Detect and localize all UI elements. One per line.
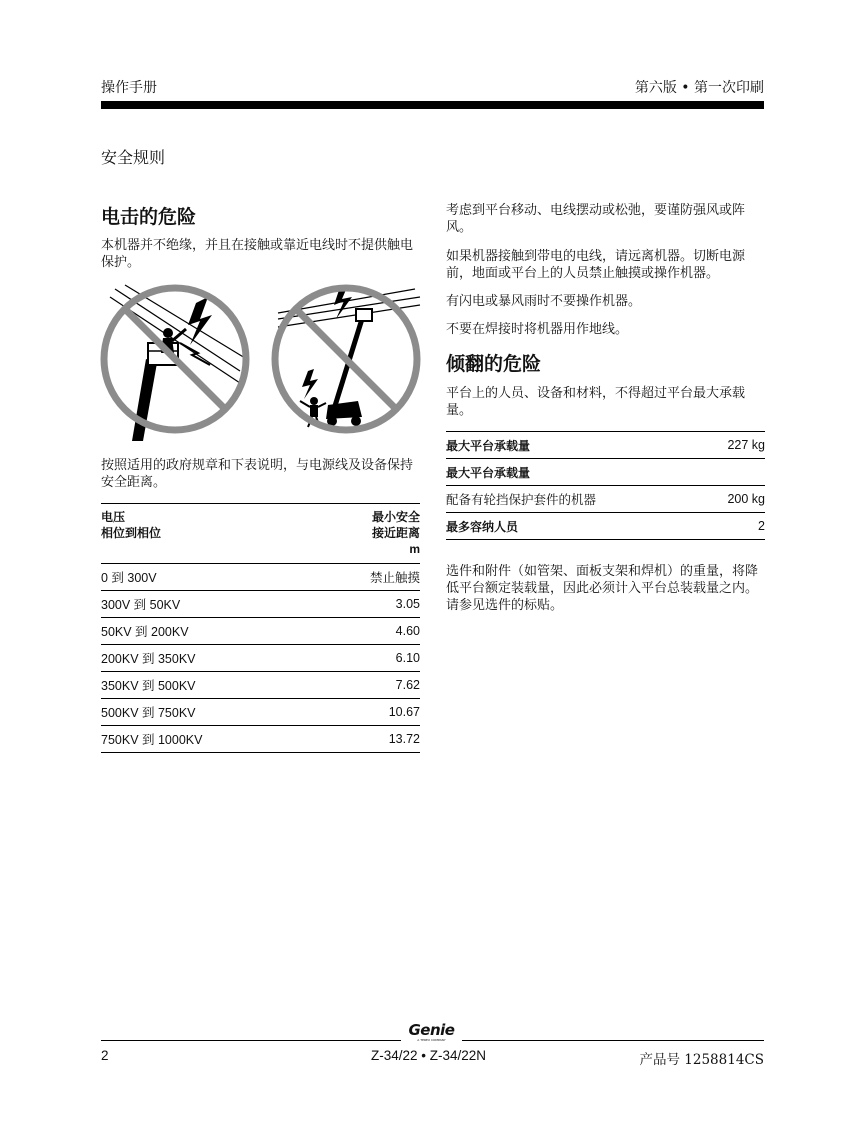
footer-rule-right	[462, 1040, 764, 1041]
capacity-label: 最大平台承载量	[446, 432, 701, 459]
capacity-value: 200 kg	[701, 486, 765, 513]
voltage-column-header	[101, 504, 315, 564]
table-header-row	[101, 504, 420, 564]
voltage-header-line1: 电压	[101, 510, 126, 524]
distance-cell: 13.72	[315, 726, 420, 753]
tipover-intro: 平台上的人员、设备和材料，不得超过平台最大承载量。	[446, 386, 746, 418]
table-row	[446, 486, 765, 513]
table-intro: 按照适用的政府规章和下表说明，与电源线及设备保持安全距离。	[101, 458, 414, 490]
page-number: 2	[101, 1048, 109, 1063]
platform-capacity-table	[446, 431, 765, 540]
tipover-heading: 倾翻的危险	[446, 353, 542, 375]
electrocution-heading: 电击的危险	[101, 206, 197, 228]
clearance-distance-table	[101, 503, 420, 753]
voltage-cell: 200KV 到 350KV	[101, 645, 315, 672]
voltage-cell: 300V 到 50KV	[101, 591, 315, 618]
no-aerial-platform-near-power-lines-illustration	[100, 283, 250, 443]
voltage-cell: 750KV 到 1000KV	[101, 726, 315, 753]
wind-warning-paragraph: 考虑到平台移动、电线摆动或松弛，要谨防强风或阵风。	[446, 203, 746, 235]
capacity-label: 配备有轮挡保护套件的机器	[446, 486, 701, 513]
header-edition: 第六版 • 第一次印刷	[634, 80, 764, 96]
voltage-header-line2: 相位到相位	[101, 526, 162, 540]
table-row	[101, 699, 420, 726]
welding-warning-paragraph: 不要在焊接时将机器用作地线。	[446, 322, 629, 337]
no-boom-lift-near-power-lines-illustration	[270, 283, 422, 443]
options-weight-note: 选件和附件（如管架、面板支架和焊机）的重量，将降低平台额定装载量，因此必须计入平台总装载量之内。请参见选件的标贴。	[446, 564, 759, 613]
distance-cell: 3.05	[315, 591, 420, 618]
genie-logo	[401, 1022, 462, 1042]
table-row	[446, 513, 765, 540]
contact-warning-paragraph: 如果机器接触到带电的电线，请远离机器。切断电源前，地面或平台上的人员禁止触摸或操作机器。	[446, 249, 746, 281]
table-row	[101, 564, 420, 591]
capacity-value: 2	[701, 513, 765, 540]
model-name: Z-34/22 • Z-34/22N	[371, 1048, 487, 1063]
logo-tagline: A TEREX COMPANY	[417, 1038, 446, 1042]
distance-cell: 7.62	[315, 672, 420, 699]
distance-header-line1: 最小安全	[371, 510, 420, 524]
voltage-cell: 50KV 到 200KV	[101, 618, 315, 645]
footer-rule-left	[101, 1040, 401, 1041]
capacity-label: 最大平台承载量	[446, 459, 701, 486]
capacity-label: 最多容纳人员	[446, 513, 701, 540]
logo-wordmark: Genie	[408, 1021, 455, 1039]
section-title: 安全规则	[101, 148, 166, 167]
header-rule	[101, 101, 764, 109]
lightning-warning-paragraph: 有闪电或暴风雨时不要操作机器。	[446, 294, 642, 309]
part-number: 产品号 1258814CS	[639, 1052, 764, 1068]
table-row	[101, 618, 420, 645]
distance-cell: 10.67	[315, 699, 420, 726]
voltage-cell: 350KV 到 500KV	[101, 672, 315, 699]
capacity-value: 227 kg	[701, 432, 765, 459]
distance-cell: 禁止触摸	[315, 564, 420, 591]
header-manual-title: 操作手册	[101, 80, 157, 96]
table-row	[101, 591, 420, 618]
electrocution-intro: 本机器并不绝缘，并且在接触或靠近电线时不提供触电保护。	[101, 238, 414, 270]
voltage-cell: 500KV 到 750KV	[101, 699, 315, 726]
distance-column-header	[315, 504, 420, 564]
capacity-value	[701, 459, 765, 486]
distance-cell: 4.60	[315, 618, 420, 645]
distance-header-line2: 接近距离	[371, 526, 420, 540]
distance-header-unit: m	[409, 542, 420, 556]
voltage-cell: 0 到 300V	[101, 564, 315, 591]
table-row	[446, 432, 765, 459]
table-row	[101, 726, 420, 753]
table-row	[101, 645, 420, 672]
table-row	[101, 672, 420, 699]
table-row	[446, 459, 765, 486]
distance-cell: 6.10	[315, 645, 420, 672]
